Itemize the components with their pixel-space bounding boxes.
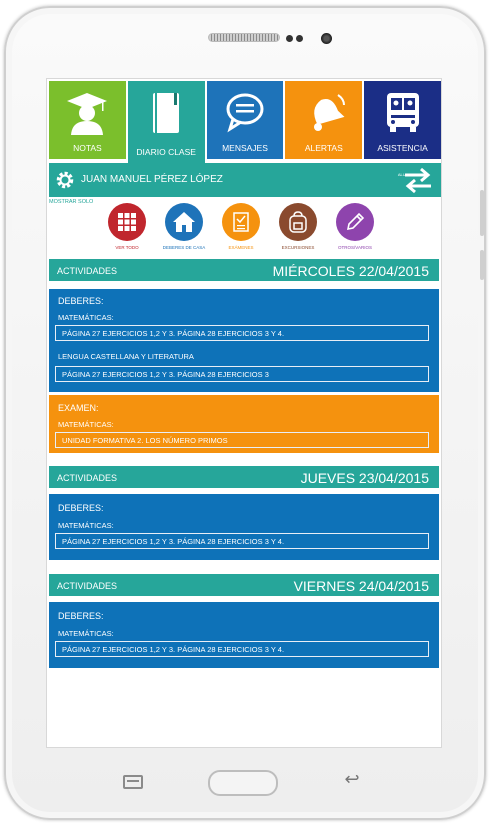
pencil-icon xyxy=(336,203,374,241)
student-name: JUAN MANUEL PÉREZ LÓPEZ xyxy=(81,174,223,185)
card-title: DEBERES: xyxy=(58,296,104,306)
tab-label: ASISTENCIA xyxy=(377,143,428,153)
switch-student-label: ALUMNO xyxy=(397,172,415,177)
speaker-grille xyxy=(208,33,280,42)
swap-arrows-icon[interactable] xyxy=(403,166,433,194)
sensor-dot xyxy=(296,35,303,42)
homework-card xyxy=(49,494,439,560)
subject-label: MATEMÁTICAS: xyxy=(58,420,114,429)
assignment-text[interactable]: PÁGINA 27 EJERCICIOS 1,2 Y 3. PÁGINA 28 EJERCICIOS 3 Y 4. xyxy=(55,325,429,341)
day-date: VIERNES 24/04/2015 xyxy=(293,578,429,594)
tab-notas[interactable] xyxy=(49,81,126,159)
tab-label: NOTAS xyxy=(73,143,102,153)
assignment-text[interactable]: PÁGINA 27 EJERCICIOS 1,2 Y 3. PÁGINA 28 EJERCICIOS 3 Y 4. xyxy=(55,641,429,657)
homework-card xyxy=(49,289,439,392)
day-header xyxy=(49,574,439,596)
app-screen xyxy=(46,78,442,748)
house-icon xyxy=(165,203,203,241)
day-date: JUEVES 23/04/2015 xyxy=(300,470,429,486)
day-header xyxy=(49,466,439,488)
subject-label: LENGUA CASTELLANA Y LITERATURA xyxy=(58,352,194,361)
filter-excursiones[interactable] xyxy=(268,203,328,250)
back-arrow-icon[interactable]: ↩ xyxy=(344,769,360,790)
tab-label: ALERTAS xyxy=(304,143,343,153)
exam-card xyxy=(49,395,439,453)
filter-label: EXÁMENES xyxy=(228,245,254,250)
school-bus-icon xyxy=(383,91,423,133)
filter-otros-varios[interactable] xyxy=(325,203,385,250)
tab-alertas[interactable] xyxy=(285,81,362,159)
homework-card xyxy=(49,602,439,668)
day-header xyxy=(49,259,439,281)
filter-label: OTROS/VARIOS xyxy=(338,245,372,250)
power-button[interactable] xyxy=(480,250,484,280)
card-title: DEBERES: xyxy=(58,503,104,513)
tab-label: DIARIO CLASE xyxy=(136,147,196,157)
activities-label: ACTIVIDADES xyxy=(57,473,118,483)
exam-sheet-icon xyxy=(222,203,260,241)
sensor-dot xyxy=(286,35,293,42)
filter-examenes[interactable] xyxy=(211,203,271,250)
menu-key[interactable] xyxy=(123,775,143,789)
front-camera xyxy=(321,33,332,44)
day-date: MIÉRCOLES 22/04/2015 xyxy=(272,263,429,279)
assignment-text[interactable]: PÁGINA 27 EJERCICIOS 1,2 Y 3. PÁGINA 28 EJERCICIOS 3 Y 4. xyxy=(55,533,429,549)
tab-label: MENSAJES xyxy=(222,143,268,153)
card-title: DEBERES: xyxy=(58,611,104,621)
notebook-icon xyxy=(150,91,182,135)
subject-label: MATEMÁTICAS: xyxy=(58,313,114,322)
subject-label: MATEMÁTICAS: xyxy=(58,521,114,530)
bell-icon xyxy=(302,91,346,135)
chat-bubble-icon xyxy=(224,91,266,133)
filter-label: EXCURSIONES xyxy=(281,245,315,250)
tab-mensajes[interactable] xyxy=(207,81,284,159)
activities-label: ACTIVIDADES xyxy=(57,581,118,591)
home-button[interactable] xyxy=(208,770,278,796)
filter-label: DEBERES DE CASA xyxy=(162,245,206,250)
backpack-icon xyxy=(279,203,317,241)
assignment-text[interactable]: UNIDAD FORMATIVA 2. LOS NÚMERO PRIMOS xyxy=(55,432,429,448)
activities-label: ACTIVIDADES xyxy=(57,266,118,276)
tab-diario-clase[interactable] xyxy=(128,81,205,163)
filter-row xyxy=(97,203,387,253)
card-title: EXAMEN: xyxy=(58,403,99,413)
main-tab-bar xyxy=(49,81,441,159)
filter-label: VER TODO xyxy=(115,245,139,250)
filter-caption: MOSTRAR SOLO xyxy=(49,199,94,205)
subject-label: MATEMÁTICAS: xyxy=(58,629,114,638)
filter-deberes-de-casa[interactable] xyxy=(154,203,214,250)
assignment-text[interactable]: PÁGINA 27 EJERCICIOS 1,2 Y 3. PÁGINA 28 EJERCICIOS 3 xyxy=(55,366,429,382)
grid-icon xyxy=(108,203,146,241)
volume-button[interactable] xyxy=(480,190,484,236)
tab-asistencia[interactable] xyxy=(364,81,441,159)
student-bar xyxy=(49,163,441,197)
graduate-icon xyxy=(66,91,108,135)
gear-icon[interactable] xyxy=(55,170,75,190)
filter-ver-todo[interactable] xyxy=(97,203,157,250)
